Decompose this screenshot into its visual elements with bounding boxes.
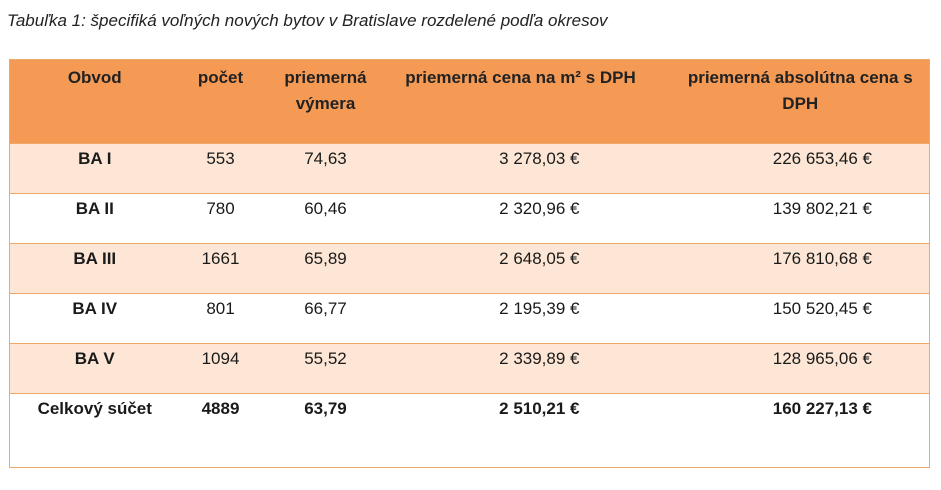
cell-cena-m2: 2 195,39 € [390, 294, 652, 344]
cell-total-vymera: 63,79 [262, 394, 390, 468]
cell-cena-m2: 2 320,96 € [390, 194, 652, 244]
cell-cena-m2: 2 648,05 € [390, 244, 652, 294]
cell-pocet: 1094 [180, 344, 262, 394]
cell-cena-abs: 226 653,46 € [652, 144, 930, 194]
table-total-row [10, 394, 930, 468]
cell-obvod: BA I [10, 144, 180, 194]
cell-total-pocet: 4889 [180, 394, 262, 468]
header-vymera: priemerná výmera [262, 60, 390, 144]
header-obvod: Obvod [10, 60, 180, 144]
cell-obvod: BA III [10, 244, 180, 294]
cell-vymera: 60,46 [262, 194, 390, 244]
cell-obvod: BA IV [10, 294, 180, 344]
table-row [10, 344, 930, 394]
cell-cena-abs: 139 802,21 € [652, 194, 930, 244]
apartments-table [9, 59, 930, 468]
cell-total-cena-abs: 160 227,13 € [652, 394, 930, 468]
table-caption: Tabuľka 1: špecifiká voľných nových bytov v Bratislave rozdelené podľa okresov [7, 11, 608, 30]
cell-vymera: 55,52 [262, 344, 390, 394]
cell-vymera: 66,77 [262, 294, 390, 344]
table-header-row [10, 60, 930, 144]
header-cena-m2: priemerná cena na m² s DPH [390, 60, 652, 144]
table-row [10, 294, 930, 344]
cell-cena-abs: 128 965,06 € [652, 344, 930, 394]
table-row [10, 244, 930, 294]
cell-vymera: 74,63 [262, 144, 390, 194]
cell-cena-m2: 2 339,89 € [390, 344, 652, 394]
cell-total-cena-m2: 2 510,21 € [390, 394, 652, 468]
cell-cena-abs: 150 520,45 € [652, 294, 930, 344]
header-cena-abs: priemerná absolútna cena s DPH [652, 60, 930, 144]
header-pocet: počet [180, 60, 262, 144]
cell-obvod: BA II [10, 194, 180, 244]
cell-vymera: 65,89 [262, 244, 390, 294]
table-row [10, 194, 930, 244]
cell-obvod: BA V [10, 344, 180, 394]
cell-cena-m2: 3 278,03 € [390, 144, 652, 194]
cell-pocet: 553 [180, 144, 262, 194]
cell-pocet: 801 [180, 294, 262, 344]
cell-pocet: 780 [180, 194, 262, 244]
cell-total-obvod: Celkový súčet [10, 394, 180, 468]
table-row [10, 144, 930, 194]
cell-pocet: 1661 [180, 244, 262, 294]
cell-cena-abs: 176 810,68 € [652, 244, 930, 294]
